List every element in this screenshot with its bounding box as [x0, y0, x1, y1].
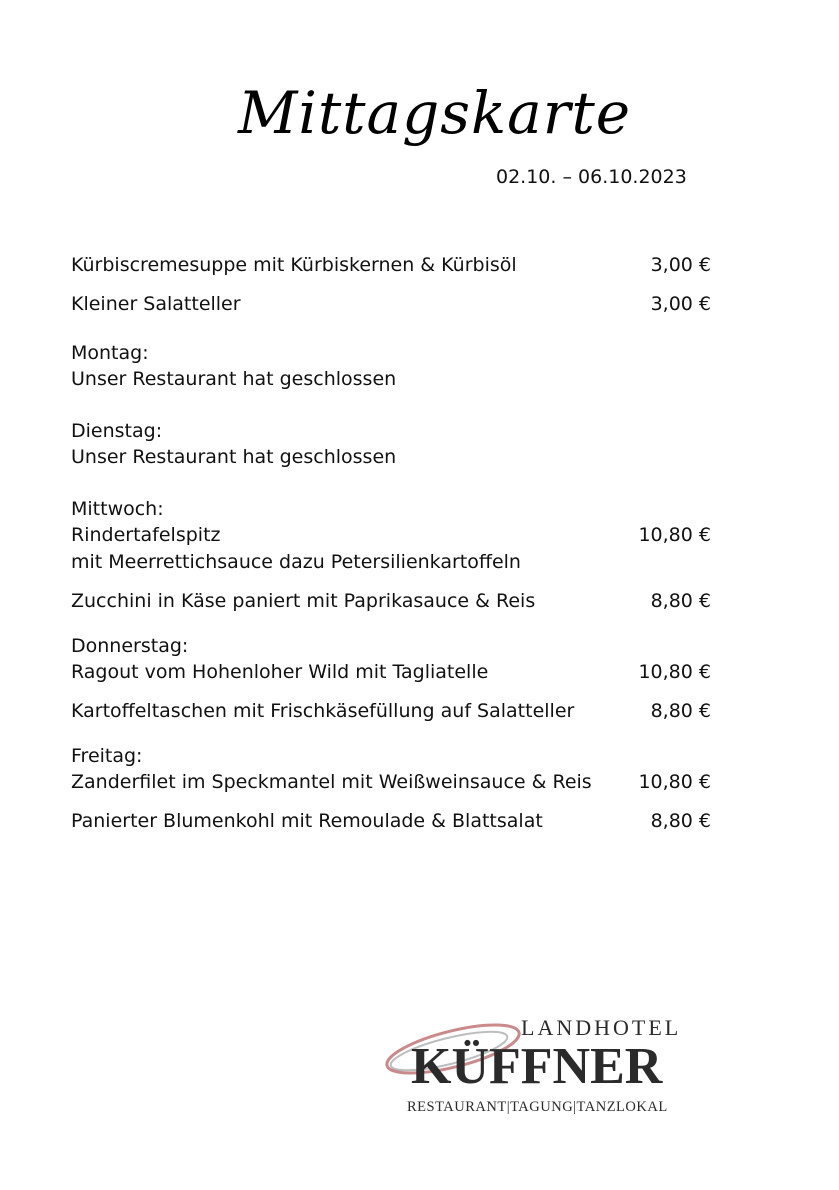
dish-price: 10,80 € [638, 771, 711, 793]
menu-item [71, 808, 711, 835]
menu-item [71, 698, 711, 725]
menu-item [71, 291, 711, 318]
dish-price: 3,00 € [650, 293, 711, 315]
day-label: Freitag: [71, 745, 143, 767]
dish-name: Zanderfilet im Speckmantel mit Weißweinsauce & Reis [71, 771, 592, 793]
day-donnerstag [71, 633, 711, 725]
dish-detail: mit Meerrettichsauce dazu Petersilienkartoffeln [71, 551, 521, 573]
dish-name: Kartoffeltaschen mit Frischkäsefüllung auf Salatteller [71, 700, 575, 722]
hotel-logo [383, 1007, 723, 1117]
dish-name: Panierter Blumenkohl mit Remoulade & Blattsalat [71, 810, 543, 832]
page-title: Mittagskarte [238, 79, 632, 147]
menu-item [71, 659, 711, 686]
day-mittwoch [71, 496, 711, 615]
dish-price: 10,80 € [638, 661, 711, 683]
dish-price: 3,00 € [650, 254, 711, 276]
menu [71, 252, 711, 847]
day-label: Montag: [71, 342, 149, 364]
dish-price: 8,80 € [650, 700, 711, 722]
logo-name: KÜFFNER [411, 1038, 663, 1095]
day-dienstag [71, 418, 711, 470]
logo-top-text: LANDHOTEL [521, 1015, 682, 1040]
dish-price: 8,80 € [650, 810, 711, 832]
dish-name: Kleiner Salatteller [71, 293, 241, 315]
menu-item [71, 769, 711, 796]
day-label: Mittwoch: [71, 498, 164, 520]
day-montag [71, 340, 711, 392]
menu-item [71, 588, 711, 615]
dish-name: Zucchini in Käse paniert mit Paprikasauce & Reis [71, 590, 536, 612]
date-range: 02.10. – 06.10.2023 [496, 166, 687, 188]
dish-name [71, 522, 521, 576]
dish-price: 8,80 € [650, 590, 711, 612]
dish-name: Ragout vom Hohenloher Wild mit Tagliatelle [71, 661, 489, 683]
dish-price: 10,80 € [638, 524, 711, 546]
day-label: Donnerstag: [71, 635, 189, 657]
logo-tagline: RESTAURANT|TAGUNG|TANZLOKAL [407, 1099, 668, 1115]
dish-name: Kürbiscremesuppe mit Kürbiskernen & Kürbisöl [71, 254, 517, 276]
day-label: Dienstag: [71, 420, 163, 442]
day-freitag [71, 743, 711, 835]
menu-item [71, 252, 711, 279]
menu-item [71, 522, 711, 576]
dish-title: Rindertafelspitz [71, 524, 221, 546]
closed-note: Unser Restaurant hat geschlossen [71, 368, 397, 390]
closed-note: Unser Restaurant hat geschlossen [71, 446, 397, 468]
